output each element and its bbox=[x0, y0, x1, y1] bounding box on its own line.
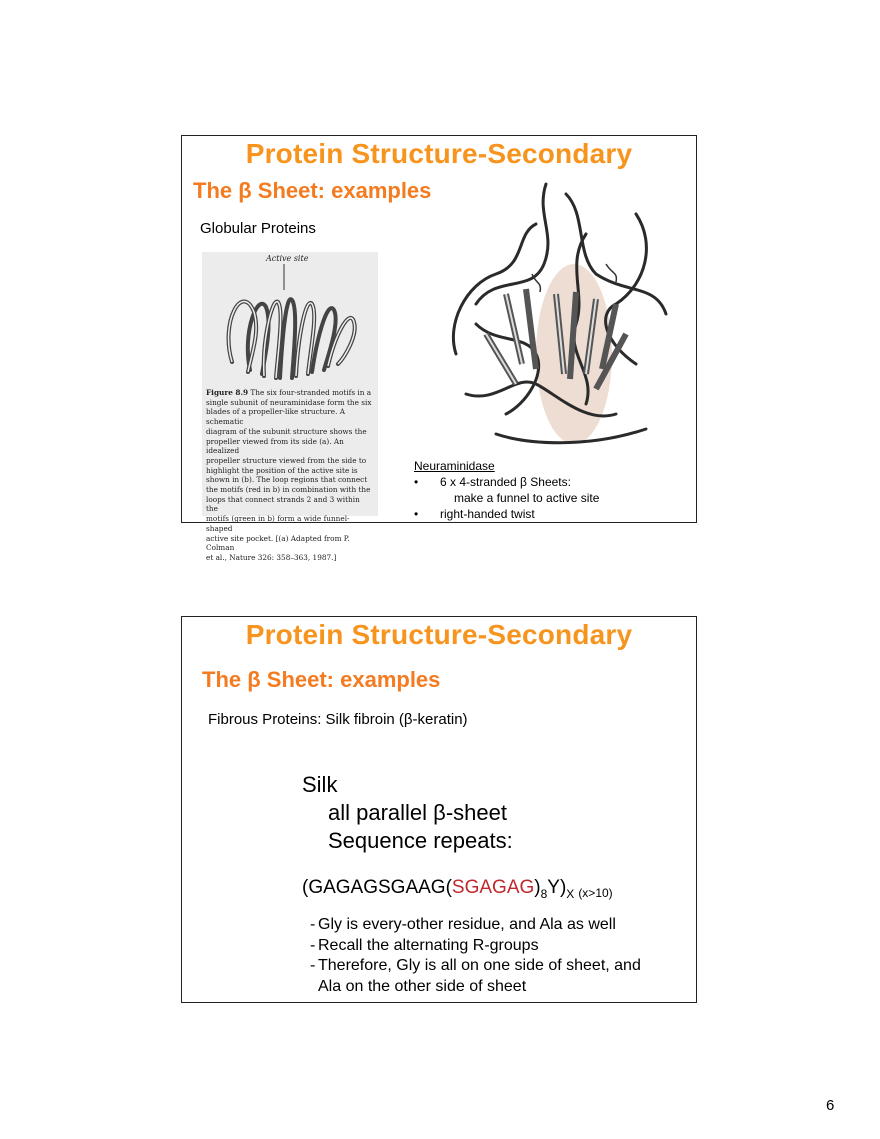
caption-line: highlight the position of the active site is bbox=[206, 465, 358, 475]
active-site-label: Active site bbox=[266, 254, 309, 263]
dash: - bbox=[310, 916, 316, 933]
note-item bbox=[310, 936, 641, 957]
slide-title: Protein Structure-Secondary bbox=[245, 619, 633, 650]
bullet: • bbox=[414, 475, 419, 489]
caption-line: motifs (green in b) form a wide funnel-shaped bbox=[206, 514, 350, 533]
neuraminidase-item-1b: make a funnel to active site bbox=[454, 491, 600, 505]
silk-heading: Silk bbox=[302, 772, 338, 797]
neuraminidase-structure-image bbox=[436, 174, 676, 454]
note-text: Recall the alternating R-groups bbox=[318, 936, 539, 954]
caption-line: diagram of the subunit structure shows the bbox=[206, 426, 367, 436]
note-item bbox=[310, 915, 641, 936]
slide-title: Protein Structure-Secondary bbox=[245, 138, 633, 169]
slide-subtitle: The β Sheet: examples bbox=[202, 667, 441, 692]
page-number: 6 bbox=[826, 1097, 835, 1114]
neuraminidase-item-2: right-handed twist bbox=[440, 507, 535, 521]
bullet: • bbox=[414, 507, 419, 521]
caption-line: single subunit of neuraminidase form the six bbox=[206, 397, 372, 407]
figure-caption-label: Figure 8.9 bbox=[206, 388, 249, 397]
neuraminidase-heading: Neuraminidase bbox=[414, 459, 495, 473]
neuraminidase-bullet-1 bbox=[414, 474, 599, 490]
parallel-sheet-text: all parallel β-sheet bbox=[328, 800, 507, 825]
caption-line: active site pocket. [(a) Adapted from P. Colman bbox=[206, 533, 350, 553]
silk-sequence bbox=[302, 877, 613, 901]
silk-description bbox=[302, 771, 513, 855]
sequence-close: ) bbox=[534, 877, 541, 898]
caption-line: propeller structure viewed from the side to bbox=[206, 455, 367, 465]
globular-proteins-label: Globular Proteins bbox=[200, 220, 316, 237]
caption-line: blades of a propeller-like structure. A schematic bbox=[206, 407, 345, 427]
dash: - bbox=[310, 936, 316, 954]
note-text: Gly is every-other residue, and Ala as well bbox=[318, 916, 616, 933]
neuraminidase-item-1: 6 x 4-stranded β Sheets: bbox=[440, 475, 571, 489]
silk-notes bbox=[310, 915, 641, 997]
neuraminidase-bullet-2 bbox=[414, 506, 599, 522]
neuraminidase-notes bbox=[414, 458, 599, 522]
sequence-subscript-8: 8 bbox=[540, 886, 548, 901]
sequence-subscript-x: X bbox=[566, 886, 575, 901]
propeller-diagram bbox=[202, 252, 378, 387]
dash: - bbox=[310, 957, 316, 974]
sequence-repeat-highlight: SGAGAG bbox=[451, 877, 535, 898]
slide-beta-sheet-fibrous bbox=[181, 616, 697, 1003]
caption-line: The six four-stranded motifs in a bbox=[248, 388, 372, 397]
note-item bbox=[310, 956, 641, 977]
caption-line: loops that connect strands 2 and 3 within the bbox=[206, 494, 360, 514]
sequence-note: (x>10) bbox=[578, 886, 613, 900]
slide-subtitle: The β Sheet: examples bbox=[193, 178, 432, 203]
note-text: Therefore, Gly is all on one side of sheet, and bbox=[318, 957, 641, 974]
note-item bbox=[310, 977, 641, 998]
figure-caption bbox=[206, 388, 374, 563]
caption-line: propeller viewed from its side (a). An idealized bbox=[206, 436, 344, 456]
slide-beta-sheet-globular bbox=[181, 135, 697, 562]
sequence-repeats-text: Sequence repeats: bbox=[328, 828, 513, 853]
sequence-prefix: (GAGAGSGAAG( bbox=[302, 877, 452, 898]
note-text: Ala on the other side of sheet bbox=[318, 977, 527, 995]
sequence-y: Y) bbox=[547, 877, 567, 898]
caption-line: et al., Nature 326: 358–363, 1987.] bbox=[206, 552, 337, 562]
caption-line: shown in (b). The loop regions that connect bbox=[206, 475, 368, 485]
fibrous-proteins-label: Fibrous Proteins: Silk fibroin (β-keratin) bbox=[208, 711, 468, 728]
caption-line: the motifs (red in b) in combination with the bbox=[206, 485, 371, 495]
propeller-figure bbox=[202, 252, 378, 562]
